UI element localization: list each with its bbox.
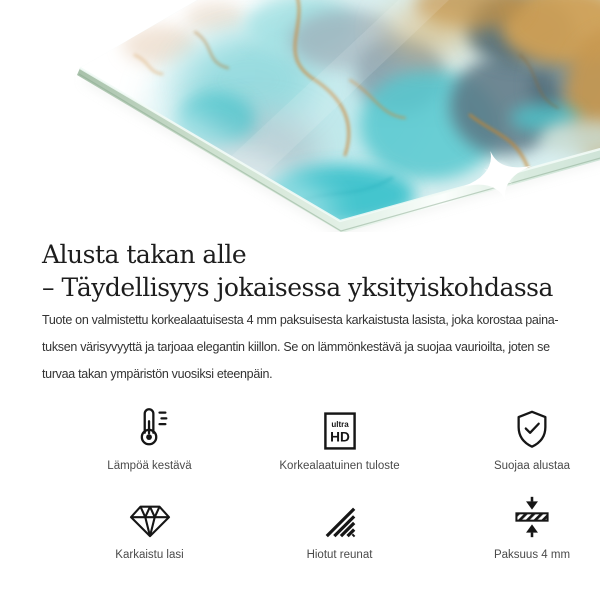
feature-label: Karkaistu lasi — [115, 549, 184, 561]
description-line: turvaa takan ympäristön vuosiksi eteenpäin. — [42, 367, 273, 381]
hero-section — [0, 0, 600, 232]
feature-label: Lämpöä kestävä — [107, 460, 192, 472]
product-info-section — [0, 238, 600, 562]
feature-heat-resistant — [57, 404, 242, 473]
feature-protects-surface — [437, 404, 600, 473]
svg-text:HD: HD — [329, 429, 350, 445]
product-description — [42, 307, 572, 388]
product-glass-image — [0, 0, 600, 232]
feature-label: Paksuus 4 mm — [493, 549, 571, 561]
svg-text:ultra: ultra — [330, 419, 349, 429]
feature-label: Hiotut reunat — [306, 549, 373, 561]
description-line: Tuote on valmistettu korkealaatuisesta 4 mm paksuisesta karkaistusta lasista, joka korostaa paina- — [42, 313, 559, 327]
diamond-icon — [128, 493, 172, 539]
features-grid — [57, 404, 571, 562]
thickness-icon — [511, 493, 553, 539]
polished-edges-icon — [323, 493, 357, 539]
thermometer-icon — [127, 404, 173, 450]
description-line: tuksen värisyvyyttä ja tarjoaa elegantin kiillon. Se on lämmönkestävä ja suojaa vaurioilta, joten se — [42, 340, 550, 354]
feature-ultra-hd-print — [242, 404, 437, 473]
feature-tempered-glass — [57, 493, 242, 562]
feature-label: Suojaa alustaa — [493, 460, 571, 472]
title-line-2: – Täydellisyys jokaisessa yksityiskohdassa — [42, 273, 553, 302]
feature-label: Korkealaatuinen tuloste — [279, 460, 400, 472]
feature-polished-edges — [242, 493, 437, 562]
page-title — [42, 238, 572, 304]
shield-check-icon — [511, 404, 553, 450]
ultra-hd-icon — [324, 404, 356, 450]
title-line-1: Alusta takan alle — [42, 240, 247, 269]
feature-thickness — [437, 493, 600, 562]
